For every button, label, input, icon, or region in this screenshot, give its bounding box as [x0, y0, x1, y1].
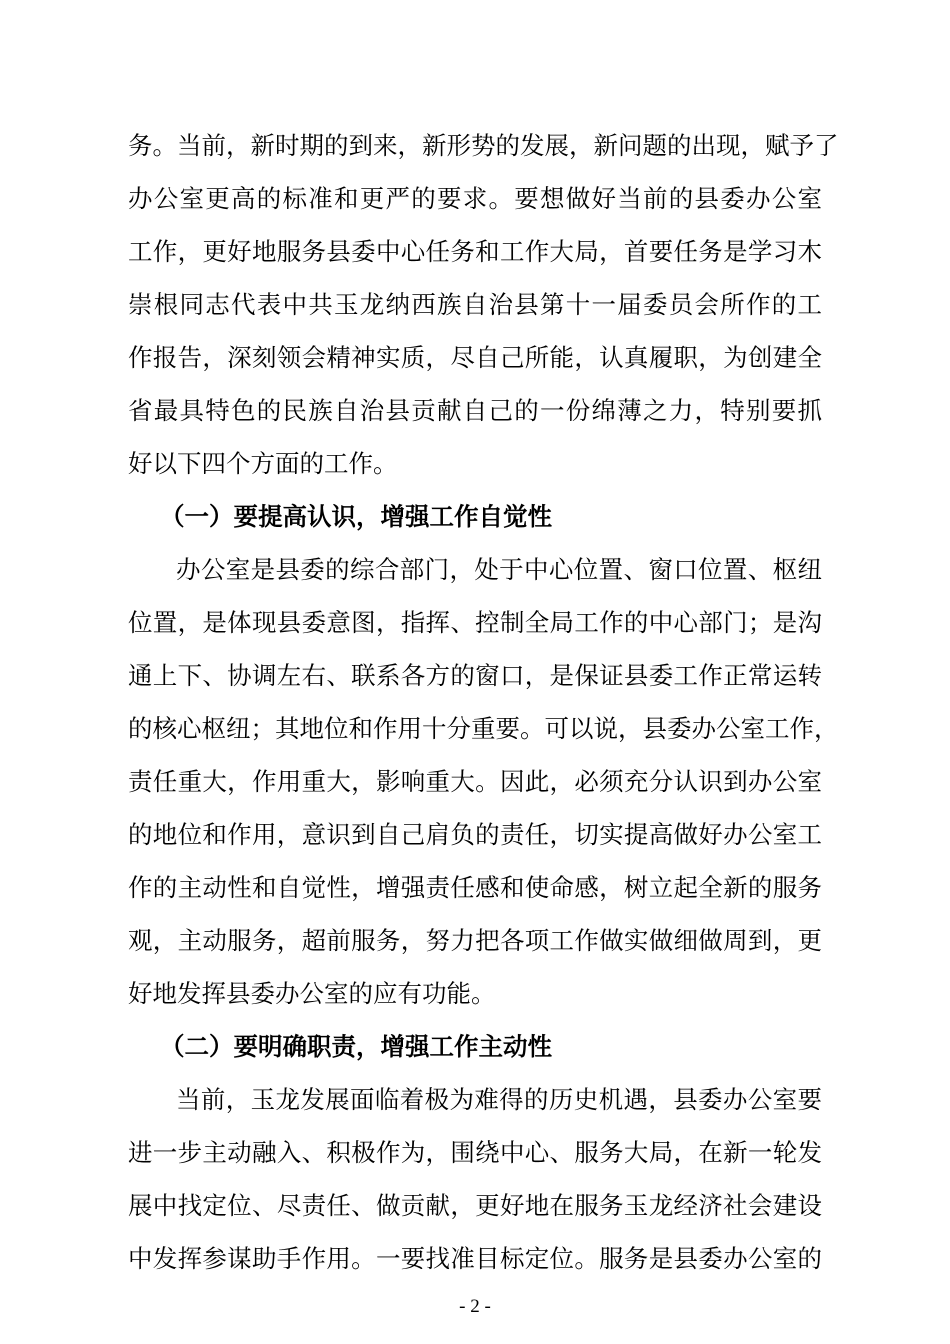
body-text-line: 好以下四个方面的工作。 — [128, 449, 398, 478]
section-heading-2: （二）要明确职责，增强工作主动性 — [160, 1032, 552, 1061]
body-text-line: 办公室更高的标准和更严的要求。要想做好当前的县委办公室 — [128, 184, 822, 213]
body-text-line: 当前，玉龙发展面临着极为难得的历史机遇，县委办公室要 — [176, 1085, 822, 1114]
body-text-line: 的核心枢纽；其地位和作用十分重要。可以说，县委办公室工作， — [128, 714, 839, 743]
body-text-line: 办公室是县委的综合部门，处于中心位置、窗口位置、枢纽 — [176, 555, 822, 584]
body-text-line: 展中找定位、尽责任、做贡献，更好地在服务玉龙经济社会建设 — [128, 1191, 822, 1220]
body-text-line: 通上下、协调左右、联系各方的窗口，是保证县委工作正常运转 — [128, 661, 822, 690]
page-number: - 2 - — [459, 1296, 491, 1317]
body-text-line: 责任重大，作用重大，影响重大。因此，必须充分认识到办公室 — [128, 767, 822, 796]
body-text-line: 位置，是体现县委意图，指挥、控制全局工作的中心部门；是沟 — [128, 608, 822, 637]
body-text-line: 务。当前，新时期的到来，新形势的发展，新问题的出现，赋予了 — [128, 131, 839, 160]
body-text-line: 观，主动服务，超前服务，努力把各项工作做实做细做周到，更 — [128, 926, 822, 955]
body-text-line: 中发挥参谋助手作用。一要找准目标定位。服务是县委办公室的 — [128, 1244, 822, 1273]
body-text-line: 作报告，深刻领会精神实质，尽自己所能，认真履职，为创建全 — [128, 343, 822, 372]
section-heading-1: （一）要提高认识，增强工作自觉性 — [160, 502, 552, 531]
body-text-line: 省最具特色的民族自治县贡献自己的一份绵薄之力，特别要抓 — [128, 396, 822, 425]
body-text-line: 崇根同志代表中共玉龙纳西族自治县第十一届委员会所作的工 — [128, 290, 822, 319]
body-text-line: 进一步主动融入、积极作为，围绕中心、服务大局，在新一轮发 — [128, 1138, 822, 1167]
body-text-line: 的地位和作用，意识到自己肩负的责任，切实提高做好办公室工 — [128, 820, 822, 849]
body-text-line: 工作，更好地服务县委中心任务和工作大局，首要任务是学习木 — [128, 237, 822, 266]
body-text-line: 好地发挥县委办公室的应有功能。 — [128, 979, 496, 1008]
body-text-line: 作的主动性和自觉性，增强责任感和使命感，树立起全新的服务 — [128, 873, 822, 902]
